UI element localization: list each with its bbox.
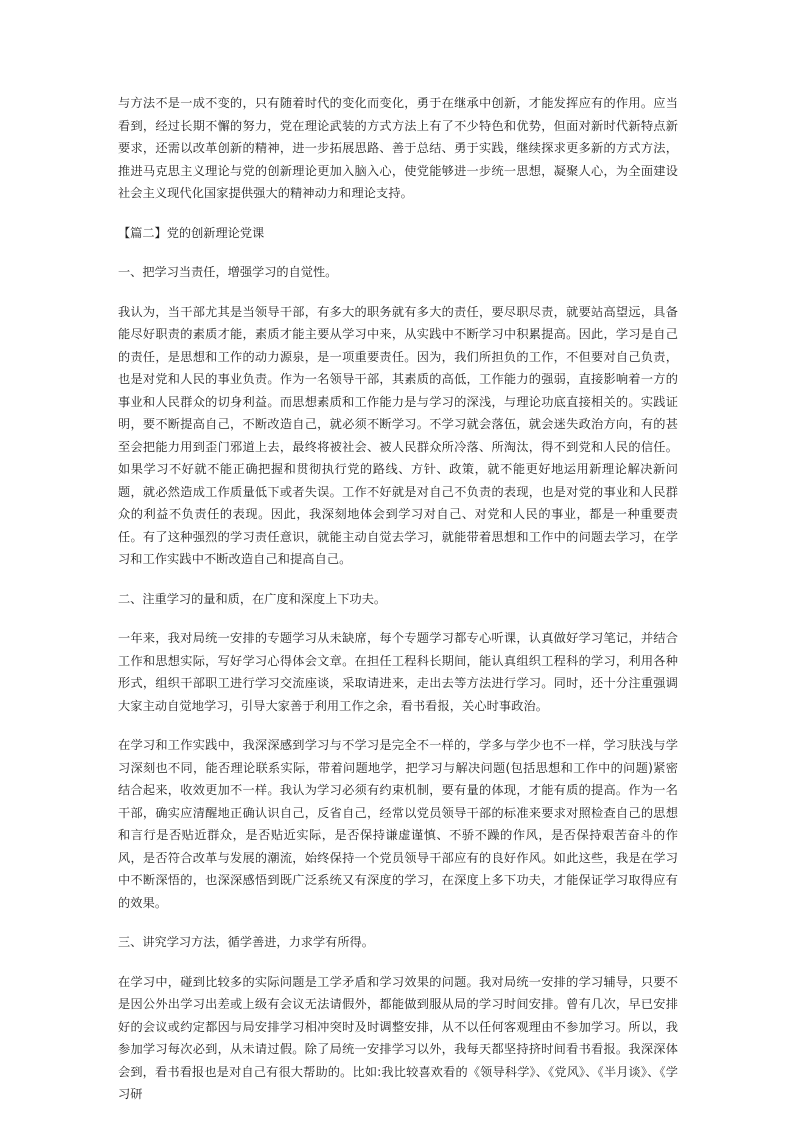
section-2-body-2: 在学习和工作实践中，我深深感到学习与不学习是完全不一样的，学多与学少也不一样，学习肤浅与学习深刻也不同，能否理论联系实际，带着问题地学，把学习与解决问题(包括思想和工作中的问题)紧密结合起来，收效更加不一样。我认为学习必须有约束机制，要有量的体现，才能有质的提高。作为一名干部，确实应清醒地正确认识自己，反省自己，经常以党员领导干部的标准来要求对照检查自己的思想和言行是否贴近群众，是否贴近实际，是否保持谦虚谨慎、不骄不躁的作风，是否保持艰苦奋斗的作风，是否符合改革与发展的潮流，始终保持一个党员领导干部应有的良好作风。如此这些，我是在学习中不断深悟的，也深深感悟到既广泛系统又有深度的学习，在深度上多下功夫，才能保证学习取得应有的效果。 [118, 738, 678, 910]
spacer [118, 954, 678, 971]
spacer [118, 284, 678, 301]
section-2-body-1: 一年来，我对局统一安排的专题学习从未缺席，每个专题学习都专心听课，认真做好学习笔记，并结合工作和思想实际，写好学习心得体会文章。在担任工程科长期间，能认真组织工程科的学习，利用各种形式，组织干部职工进行学习交流座谈，采取请进来，走出去等方法进行学习。同时，还十分注重强调大家主动自觉地学习，引导大家善于利用工作之余，看书看报，关心时事政治。 [118, 631, 678, 713]
spacer [118, 717, 678, 734]
section-1-body: 我认为，当干部尤其是当领导干部，有多大的职务就有多大的责任，要尽职尽责，就要站高望远，具备能尽好职责的素质才能，素质才能主要从学习中来，从实践中不断学习中积累提高。因此，学习是自己的责任，是思想和工作的动力源泉，是一项重要责任。因为，我们所担负的工作，不但要对自己负责，也是对党和人民的事业负责。作为一名领导干部，其素质的高低，工作能力的强弱，直接影响着一方的事业和人民群众的切身利益。而思想素质和工作能力是与学习的深浅，与理论功底直接相关的。实践证明，要不断提高自己，不断改造自己，就必须不断学习。不学习就会落伍，就会迷失政治方向，有的甚至会把能力用到歪门邪道上去，最终将被社会、被人民群众所冷落、所淘汰，得不到党和人民的信任。如果学习不好就不能正确把握和贯彻执行党的路线、方针、政策，就不能更好地运用新理论解决新问题，就必然造成工作质量低下或者失误。工作不好就是对自己不负责的表现，也是对党的事业和人民群众的利益不负责任的表现。因此，我深刻地体会到学习对自己、对党和人民的事业，都是一种重要责任。有了这种强烈的学习责任意识，就能主动自觉去学习，就能带着思想和工作中的问题去学习，在学习和工作实践中不断改造自己和提高自己。 [118, 304, 678, 566]
section-3-title: 三、讲究学习方法，循学善进，力求学有所得。 [118, 935, 374, 949]
section-3-body: 在学习中，碰到比较多的实际问题是工学矛盾和学习效果的问题。我对局统一安排的学习辅导，只要不是因公外出学习出差或上级有会议无法请假外，都能做到服从局的学习时间安排。曾有几次，早已安排好的会议或约定都因与局安排学习相冲突时及时调整安排，从不以任何客观理由不参加学习。所以，我参加学习每次必到，从未请过假。除了局统一安排学习以外，我每天都坚持挤时间看书看报。我深深体会到，看书看报也是对自己有很大帮助的。比如:我比较喜欢看的《领导科学》、《党风》、《半月谈》、《学习研 [118, 974, 678, 1101]
spacer [118, 914, 678, 931]
spacer [118, 244, 678, 261]
spacer [118, 610, 678, 627]
section-2-title: 二、注重学习的量和质，在广度和深度上下功夫。 [118, 591, 387, 606]
intro-paragraph: 与方法不是一成不变的，只有随着时代的变化而变化，勇于在继承中创新，才能发挥应有的作用。应当看到，经过长期不懈的努力，党在理论武装的方式方法上有了不少特色和优势，但面对新时代新特点新要求，还需以改革创新的精神，进一步拓展思路、善于总结、勇于实践，继续探求更多新的方式方法，推进马克思主义理论与党的创新理论更加入脑入心，使党能够进一步统一思想，凝聚人心，为全面建设社会主义现代化国家提供强大的精神动力和理论支持。 [118, 96, 678, 200]
spacer [118, 205, 678, 222]
spacer [118, 571, 678, 588]
article-heading: 【篇二】党的创新理论党课 [118, 225, 265, 240]
section-1-title: 一、把学习当责任，增强学习的自觉性。 [118, 265, 338, 279]
document-page [118, 92, 678, 1106]
